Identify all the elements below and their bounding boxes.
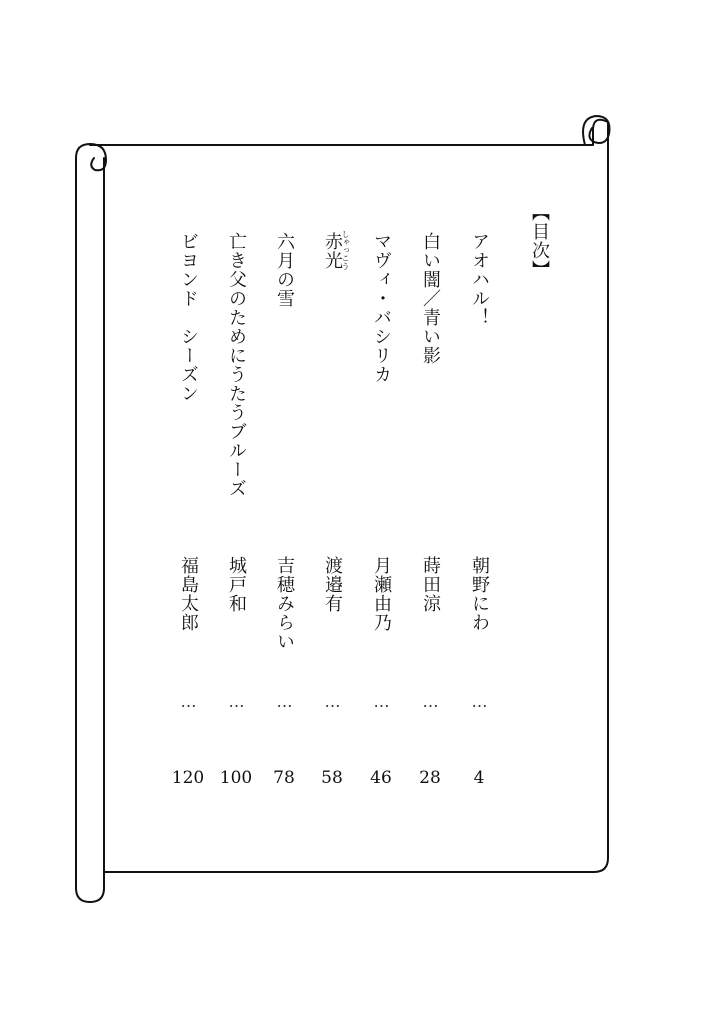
entry-page-5: 78 [273,768,295,788]
entry-title-4: 赤光 [322,232,343,270]
entry-author-7: 福島太郎 [178,556,199,632]
entry-page-2: 28 [419,768,441,788]
entry-author-4: 渡邉有 [322,556,343,613]
entry-title-ruby-4: しゃっこう [341,230,350,270]
entry-leader-2: … [421,692,440,711]
entry-leader-5: … [275,692,294,711]
entry-title-7: ビヨンド シーズン [178,232,199,403]
entry-leader-4: … [323,692,342,711]
entry-leader-3: … [372,692,391,711]
entry-leader-7: … [179,692,198,711]
entry-title-2: 白い闇／青い影 [420,232,441,365]
scroll-left-roller [76,158,104,902]
entry-title-1: アオハル！ [469,232,490,327]
entry-page-6: 100 [219,768,253,788]
entry-author-3: 月瀬由乃 [371,556,392,632]
entry-author-1: 朝野にわ [469,556,490,632]
entry-page-3: 46 [370,768,392,788]
entry-title-3: マヴィ・バシリカ [371,232,392,384]
entry-title-5: 六月の雪 [274,232,295,308]
entry-author-6: 城戸和 [226,556,247,613]
entry-page-7: 120 [171,768,205,788]
entry-title-6: 亡き父のためにうたうブルーズ [226,232,247,498]
toc-heading: 【目次】 [529,203,550,279]
entry-author-2: 蒔田涼 [420,556,441,613]
entry-leader-6: … [227,692,246,711]
entry-author-5: 吉穂みらい [274,556,295,651]
entry-page-1: 4 [473,768,485,788]
scroll-left-roller-top [76,144,106,170]
entry-page-4: 58 [321,768,343,788]
entry-leader-1: … [470,692,489,711]
